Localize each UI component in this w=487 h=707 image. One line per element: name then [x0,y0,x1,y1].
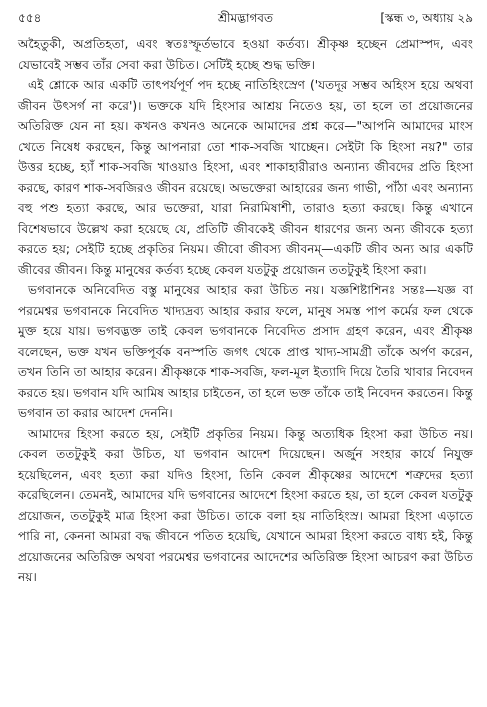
page-header [18,10,473,34]
paragraph: এই শ্লোকে আর একটি তাৎপর্যপূর্ণ পদ হচ্ছে নাতিহিংস্রেণ ('যতদূর সম্ভব অহিংস হয়ে অথবা জীবন উৎসর্গ না করে')। ভক্তকে যদি হিংসার আশ্রয় নিতেও হয়, তা হলে তা প্রয়োজনের অতিরিক্ত যেন না হয়। কখনও কখনও অনেকে আমাদের প্রশ্ন করে—"আপনি আমাদের মাংস খেতে নিষেধ করছেন, কিন্তু আপনারা তো শাক-সবজি খাচ্ছেন। সেইটা কি হিংসা নয়?" তার উত্তর হচ্ছে, হ্যাঁ শাক-সবজি খাওয়াও হিংসা, এবং শাকাহারীরাও অন্যান্য জীবদের প্রতি হিংসা করছে, কারণ শাক-সবজিরও জীবন রয়েছে। অভক্তেরা আহারের জন্য গাভী, পাঁঠা এবং অন্যান্য বহু পশু হত্যা করছে, আর ভক্তেরা, যারা নিরামিষাশী, তারাও হত্যা করছে। কিন্তু এখানে বিশেষভাবে উল্লেখ করা হয়েছে যে, প্রতিটি জীবকেই জীবন ধারণের জন্য অন্য জীবকে হত্যা করতে হয়; সেইটি হচ্ছে প্রকৃতির নিয়ম। জীবো জীবস্য জীবনম্—একটি জীব অন্য আর একটি জীবের জীবন। কিন্তু মানুষের কর্তব্য হচ্ছে কেবল যতটুকু প্রয়োজন ততটুকুই হিংসা করা। [18,78,473,277]
page-body [18,34,473,588]
paragraph: ভগবানকে অনিবেদিত বস্তু মানুষের আহার করা উচিত নয়। যজ্ঞশিষ্টাশিনঃ সন্তঃ—যজ্ঞ বা পরমেশ্বর ভগবানকে নিবেদিত খাদ্যদ্রব্য আহার করার ফলে, মানুষ সমস্ত পাপ কর্মের ফল থেকে মুক্ত হয়ে যায়। ভগবদ্ভক্ত তাই কেবল ভগবানকে নিবেদিত প্রসাদ গ্রহণ করেন, এবং শ্রীকৃষ্ণ বলেছেন, ভক্ত যখন ভক্তিপূর্বক বনস্পতি জগৎ থেকে প্রাপ্ত খাদ্য-সামগ্রী তাঁকে অর্পণ করেন, তখন তিনি তা আহার করেন। শ্রীকৃষ্ণকে শাক-সবজি, ফল-মূল ইত্যাদি দিয়ে তৈরি খাবার নিবেদন করতে হয়। ভগবান যদি আমিষ আহার চাইতেন, তা হলে ভক্ত তাঁকে তাই নিবেদন করতেন। কিন্তু ভগবান তা করার আদেশ দেননি। [18,283,473,420]
book-title: শ্রীমদ্ভাগবত [217,11,273,25]
paragraph: অহৈতুকী, অপ্রতিহতা, এবং স্বতঃস্ফূর্তভাবে হওয়া কর্তব্য। শ্রীকৃষ্ণ হচ্ছেন প্রেমাস্পদ, এবং যেভাবেই সম্ভব তাঁর সেবা করা উচিত। সেটিই হচ্ছে শুদ্ধ ভক্তি। [18,37,473,72]
page-number: ৫৫৪ [18,11,42,25]
paragraph: আমাদের হিংসা করতে হয়, সেইটি প্রকৃতির নিয়ম। কিন্তু অত্যধিক হিংসা করা উচিত নয়। কেবল ততটুকুই করা উচিত, যা ভগবান আদেশ দিয়েছেন। অর্জুন সংহার কার্যে নিযুক্ত হয়েছিলেন, এবং হত্যা করা যদিও হিংসা, তিনি কেবল শ্রীকৃষ্ণের আদেশে শত্রুদের হত্যা করেছিলেন। তেমনই, আমাদের যদি ভগবানের আদেশে হিংসা করতে হয়, তা হলে কেবল যতটুকু প্রয়োজন, ততটুকুই মাত্র হিংসা করা উচিত। তাকে বলা হয় নাতিহিংস্র। আমরা হিংসা এড়াতে পারি না, কেননা আমরা বদ্ধ জীবনে পতিত হয়েছি, যেখানে আমরা হিংসা করতে বাধ্য হই, কিন্তু প্রয়োজনের অতিরিক্ত অথবা পরমেশ্বর ভগবানের আদেশের অতিরিক্ত হিংসা আচরণ করা উচিত নয়। [18,426,473,584]
section-label: [স্কন্ধ ৩, অধ্যায় ২৯ [380,11,473,25]
